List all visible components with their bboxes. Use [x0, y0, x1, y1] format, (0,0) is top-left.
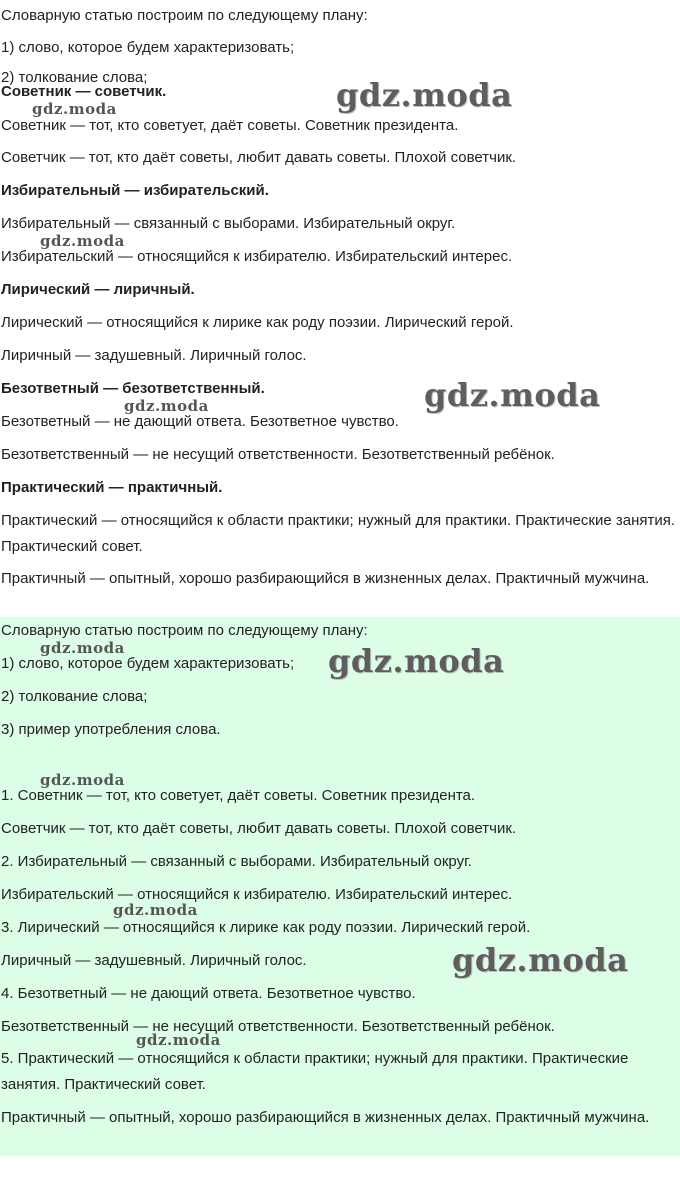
definition-line: Безответный — не дающий ответа. Безответное чувство.	[1, 413, 399, 430]
answer-line: 1. Советник — тот, кто советует, даёт советы. Советник президента.	[1, 787, 476, 804]
answer-paragraph: Практичный — опытный, хорошо разбирающийся в жизненных делах. Практичный мужчина.	[1, 1109, 650, 1126]
definition-line: Лиричный — задушевный. Лиричный голос.	[1, 347, 307, 364]
watermark: gdz.moda	[124, 397, 209, 415]
definition-line: Советник — тот, кто советует, даёт советы. Советник президента.	[1, 117, 459, 134]
watermark: gdz.moda	[40, 639, 125, 657]
answer-line: Лиричный — задушевный. Лиричный голос.	[1, 952, 307, 969]
section-heading: Лирический — лиричный.	[1, 281, 195, 298]
watermark: gdz.moda	[136, 1031, 221, 1049]
watermark: gdz.moda	[424, 376, 601, 414]
answer-plan-item: 1) слово, которое будем характеризовать;	[1, 655, 295, 672]
answer-intro: Словарную статью построим по следующему плану:	[1, 622, 368, 639]
answer-plan-item: 2) толкование слова;	[1, 688, 148, 705]
definition-line: Безответственный — не несущий ответственности. Безответственный ребёнок.	[1, 446, 555, 463]
plan-item-1: 1) слово, которое будем характеризовать;	[1, 39, 295, 56]
answer-line: Советчик — тот, кто даёт советы, любит давать советы. Плохой советчик.	[1, 820, 517, 837]
answer-line: 3. Лирический — относящийся к лирике как роду поэзии. Лирический герой.	[1, 919, 531, 936]
watermark: gdz.moda	[328, 642, 505, 680]
watermark: gdz.moda	[113, 901, 198, 919]
answer-line: 2. Избирательный — связанный с выборами. Избирательный округ.	[1, 853, 472, 870]
plan-item-2-text: 2) толкование слова;	[1, 69, 148, 86]
definition-line: Избирательный — связанный с выборами. Избирательный округ.	[1, 215, 456, 232]
answer-line: 4. Безответный — не дающий ответа. Безответное чувство.	[1, 985, 416, 1002]
watermark: gdz.moda	[32, 100, 117, 118]
section-heading: Избирательный — избирательский.	[1, 182, 269, 199]
definition-line: Советчик — тот, кто даёт советы, любит давать советы. Плохой советчик.	[1, 149, 517, 166]
answer-line: Избирательский — относящийся к избирателю. Избирательский интерес.	[1, 886, 513, 903]
answer-paragraph: 5. Практический — относящийся к области практики; нужный для практики. Практические занятия. Практический совет.	[1, 1050, 629, 1093]
watermark: gdz.moda	[452, 941, 629, 979]
answer-plan-item: 3) пример употребления слова.	[1, 721, 221, 738]
definition-paragraph: Практичный — опытный, хорошо разбирающийся в жизненных делах. Практичный мужчина.	[1, 570, 650, 587]
plan-item-2-clipped	[0, 64, 260, 86]
watermark: gdz.moda	[40, 232, 125, 250]
watermark: gdz.moda	[40, 771, 125, 789]
answer-line: Безответственный — не несущий ответственности. Безответственный ребёнок.	[1, 1018, 555, 1035]
definition-paragraph: Практический — относящийся к области практики; нужный для практики. Практические занятия. Практический совет.	[1, 512, 676, 555]
section-heading: Практический — практичный.	[1, 479, 223, 496]
section-heading: Безответный — безответственный.	[1, 380, 265, 397]
watermark: gdz.moda	[336, 76, 513, 114]
definition-line: Избирательский — относящийся к избирателю. Избирательский интерес.	[1, 248, 513, 265]
definition-line: Лирический — относящийся к лирике как роду поэзии. Лирический герой.	[1, 314, 514, 331]
section-heading: Советник — советчик.	[1, 83, 167, 100]
intro-text: Словарную статью построим по следующему плану:	[1, 7, 368, 24]
